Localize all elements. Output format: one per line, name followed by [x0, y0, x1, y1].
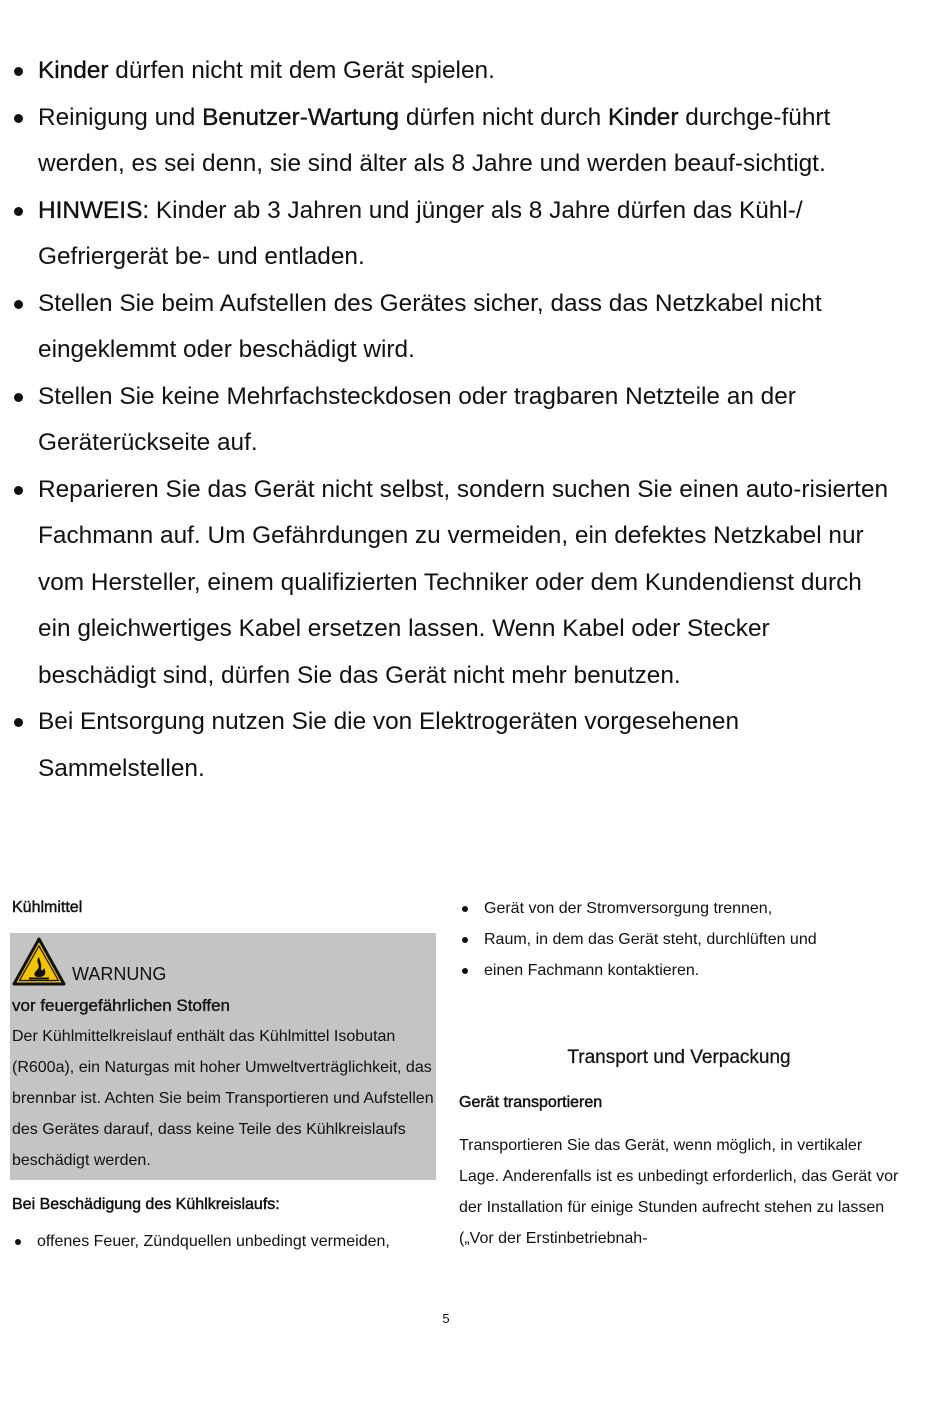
- list-item-text: Bei Entsorgung nutzen Sie die von Elektrogeräten vorgesehenen Sammelstellen.: [38, 708, 740, 782]
- bullet-dot: [14, 114, 23, 123]
- subheading-transport: Gerät transportieren: [459, 1094, 603, 1111]
- list-item-text: dürfen nicht mit dem Gerät spielen.: [108, 57, 495, 84]
- bullet-dot: [14, 486, 23, 495]
- section-heading-kuehlmittel: Kühlmittel: [12, 899, 83, 916]
- list-item-text: durchge-führt werden, es sei denn, sie sind älter als 8 Jahre und werden beauf-sichtigt.: [38, 103, 831, 177]
- warning-body: Der Kühlmittelkreislauf enthält das Kühlmittel Isobutan (R600a), ein Naturgas mit hoher Umweltverträglichkeit, das brennbar ist. Achten Sie beim Transportieren und Aufstellen des Gerätes darauf, dass keine Teile des Kühlkreislaufs beschädigt werden.: [12, 1028, 434, 1169]
- right-column: [459, 893, 899, 1254]
- emphasis-text: Benutzer-Wartung: [202, 103, 400, 131]
- list-item: [12, 188, 892, 281]
- bullet-dot: [462, 968, 468, 974]
- list-item: [459, 893, 899, 924]
- emphasis-text: Kinder: [38, 57, 109, 84]
- section-title-transport: Transport und Verpackung: [567, 1047, 791, 1068]
- emphasis-text: HINWEIS:: [38, 196, 150, 224]
- list-item-text: Reinigung und: [38, 103, 203, 131]
- list-item-text: Stellen Sie beim Aufstellen des Gerätes sicher, dass das Netzkabel nicht eingeklemmt oder beschädigt wird.: [38, 289, 822, 363]
- list-item-text: Gerät von der Stromversorgung trennen,: [484, 900, 773, 917]
- warning-title: WARNUNG: [72, 964, 167, 984]
- list-item-text: Kinder ab 3 Jahren und jünger als 8 Jahre dürfen das Kühl-/ Gefriergerät be- und entladen.: [38, 196, 803, 270]
- list-item-text: Raum, in dem das Gerät steht, durchlüften und: [484, 931, 817, 948]
- list-item: [459, 955, 899, 986]
- warning-subtitle: vor feuergefährlichen Stoffen: [12, 996, 230, 1015]
- damage-list-left: [12, 1226, 436, 1257]
- list-item: [12, 374, 892, 467]
- list-item-text: einen Fachmann kontaktieren.: [484, 962, 700, 979]
- list-item: [12, 281, 892, 374]
- page-number: 5: [442, 1311, 450, 1326]
- transport-body: Transportieren Sie das Gerät, wenn möglich, in vertikaler Lage. Anderenfalls ist es unbedingt erforderlich, das Gerät vor der Installation für einige Stunden aufrecht stehen zu lassen („Vor der Erstinbetriebnah-: [459, 1137, 899, 1247]
- emphasis-text: Kinder: [607, 103, 679, 131]
- list-item-text: offenes Feuer, Zündquellen unbedingt vermeiden,: [37, 1233, 390, 1250]
- damage-list-right: [459, 893, 899, 986]
- bullet-dot: [462, 937, 468, 943]
- list-item-text: dürfen nicht durch: [399, 103, 608, 131]
- bullet-dot: [14, 718, 23, 727]
- bullet-dot: [14, 67, 23, 76]
- list-item: [12, 95, 892, 188]
- bullet-dot: [14, 393, 23, 402]
- list-item: [12, 48, 892, 95]
- list-item: [12, 1226, 436, 1257]
- bullet-dot: [14, 300, 23, 309]
- warning-header: [12, 935, 436, 987]
- bullet-dot: [14, 207, 23, 216]
- list-item-text: Stellen Sie keine Mehrfachsteckdosen oder tragbaren Netzteile an der Geräterückseite auf.: [38, 382, 796, 456]
- list-item: [459, 924, 899, 955]
- bullet-dot: [462, 906, 468, 912]
- warning-box: [10, 933, 436, 1180]
- list-item: [12, 467, 892, 700]
- flammable-warning-icon: [12, 937, 66, 987]
- left-column: [12, 893, 436, 1257]
- list-item-text: Reparieren Sie das Gerät nicht selbst, sondern suchen Sie einen auto-risierten Fachmann auf. Um Gefährdungen zu vermeiden, ein defektes Netzkabel nur vom Hersteller, einem qualifizierten Techniker oder dem Kundendienst durch ein gleichwertiges Kabel ersetzen lassen. Wenn Kabel oder Stecker beschädigt sind, dürfen Sie das Gerät nicht mehr benutzen.: [38, 475, 889, 689]
- safety-bullet-list: [12, 48, 892, 792]
- bullet-dot: [15, 1239, 21, 1245]
- list-item: [12, 699, 892, 792]
- damage-heading: Bei Beschädigung des Kühlkreislaufs:: [12, 1196, 280, 1213]
